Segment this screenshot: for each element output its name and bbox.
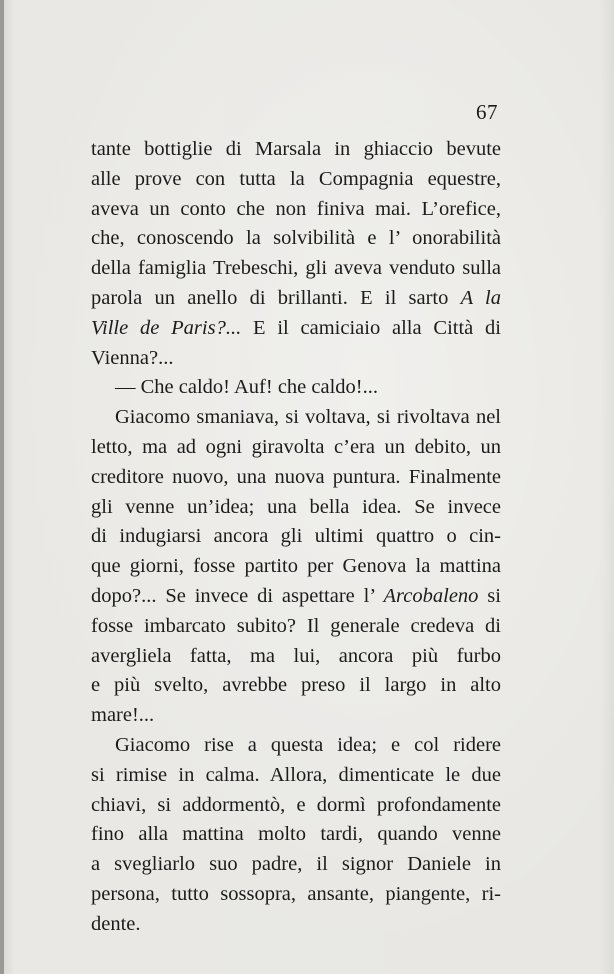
text-segment: dente. (91, 912, 141, 935)
text-segment: avergliela fatta, ma lui, ancora più furbo (91, 644, 501, 667)
text-segment: si (478, 584, 501, 607)
text-segment: e più svelto, avrebbe preso il largo in alto (91, 674, 501, 697)
text-segment: E il camiciaio alla Città di (241, 316, 502, 339)
text-line (91, 850, 501, 880)
text-segment: creditore nuovo, una nuova puntura. Finalmente (91, 465, 501, 488)
page-number: 67 (476, 100, 498, 124)
text-line (91, 284, 501, 314)
text-line (91, 254, 501, 284)
text-segment: mare!... (91, 704, 155, 727)
text-segment: fino alla mattina molto tardi, quando venne (91, 823, 501, 846)
text-segment: parola un anello di brillanti. E il sarto (91, 286, 461, 309)
text-line (91, 820, 501, 850)
text-line (91, 761, 501, 791)
text-segment: letto, ma ad ogni giravolta c’era un debito, un (91, 435, 501, 458)
text-line (91, 791, 501, 821)
text-line (91, 582, 501, 612)
text-line (91, 642, 501, 672)
text-line (91, 731, 501, 761)
text-segment: — Che caldo! Auf! che caldo!... (115, 376, 378, 399)
text-segment: della famiglia Trebeschi, gli aveva venduto sulla (91, 257, 501, 280)
text-segment: Vienna?... (91, 346, 174, 369)
text-segment: alle prove con tutta la Compagnia equestre, (91, 167, 501, 190)
body-text (91, 135, 501, 940)
text-line (91, 880, 501, 910)
text-segment: gli venne un’idea; una bella idea. Se invece (91, 495, 501, 518)
text-line (91, 671, 501, 701)
text-segment: Giacomo rise a questa idea; e col ridere (115, 733, 501, 756)
text-segment: chiavi, si addormentò, e dormì profondamente (91, 793, 501, 816)
italic-text: Arcobaleno (383, 584, 479, 607)
text-line (91, 373, 501, 403)
text-line (91, 612, 501, 642)
text-line (91, 344, 501, 374)
text-segment: fosse imbarcato subito? Il generale credeva di (91, 614, 501, 637)
text-line (91, 433, 501, 463)
text-segment: che, conoscendo la solvibilità e l’ onorabilità (91, 227, 501, 250)
text-line (91, 493, 501, 523)
text-line (91, 522, 501, 552)
text-segment: si rimise in calma. Allora, dimenticate le due (91, 763, 501, 786)
text-segment: a svegliarlo suo padre, il signor Daniele in (91, 853, 501, 876)
text-segment: Giacomo smaniava, si voltava, si rivoltava nel (115, 406, 501, 429)
text-line (91, 403, 501, 433)
italic-text: Ville de Paris?... (91, 316, 242, 339)
text-line (91, 910, 501, 940)
text-segment: dopo?... Se invece di aspettare l’ (91, 584, 384, 607)
text-line (91, 552, 501, 582)
text-line (91, 195, 501, 225)
text-line (91, 224, 501, 254)
page-binding-edge (0, 0, 4, 974)
italic-text: A la (460, 286, 501, 309)
text-segment: di indugiarsi ancora gli ultimi quattro o cin- (91, 525, 501, 548)
text-line (91, 165, 501, 195)
text-line (91, 463, 501, 493)
text-segment: aveva un conto che non finiva mai. L’orefice, (91, 197, 501, 220)
text-segment: tante bottiglie di Marsala in ghiaccio bevute (91, 138, 501, 160)
text-line (91, 314, 501, 344)
text-line (91, 701, 501, 731)
text-line (91, 135, 501, 165)
text-segment: que giorni, fosse partito per Genova la mattina (91, 555, 501, 578)
text-segment: persona, tutto sossopra, ansante, piangente, ri- (91, 882, 501, 905)
